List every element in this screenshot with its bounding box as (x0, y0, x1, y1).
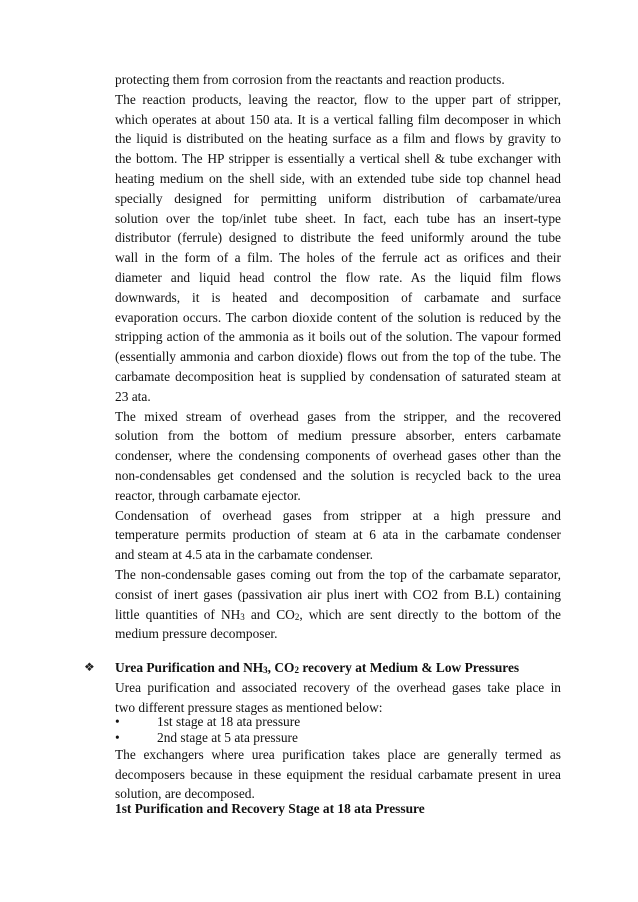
text-line: diameter and liquid head control the flow rate. As the liquid film flows (115, 269, 561, 285)
text-segment: Urea Purification and NH (115, 660, 264, 675)
text-line: carbamate decomposition heat is supplied by condensation of saturated steam at (115, 368, 561, 384)
text-line: (essentially ammonia and carbon dioxide) flows out from the top of the tube. The (115, 349, 561, 365)
text-line: 23 ata. (115, 388, 151, 404)
text-segment: , which are sent directly to the bottom of the (299, 606, 562, 622)
bullet-item (115, 714, 561, 730)
text-line: wall in the form of a film. The holes of the ferrule act as orifices and their (115, 250, 561, 266)
bullet-item (115, 730, 561, 746)
text-line: reactor, through carbamate ejector. (115, 487, 301, 503)
subscript: 3 (240, 611, 245, 622)
text-line: The reaction products, leaving the reactor, flow to the upper part of stripper, (115, 91, 561, 107)
text-segment: , CO (267, 660, 295, 675)
section-after-text (115, 745, 561, 804)
text-line: temperature permits production of steam at 6 ata in the carbamate condenser (115, 527, 561, 543)
text-line: heating medium on the shell side, with an extended tube side top channel head (115, 170, 561, 186)
text-line: condenser, where the condensing components of overhead gases other than the (115, 448, 561, 464)
subscript: 3 (263, 665, 268, 675)
bullet-text: 2nd stage at 5 ata pressure (157, 729, 298, 745)
text-line: which operates at about 150 ata. It is a vertical falling film decomposer in which (115, 111, 561, 127)
text-line: decomposers because in these equipment the residual carbamate present in urea (115, 766, 561, 782)
diamond-bullet-icon: ❖ (84, 660, 95, 674)
text-line: non-condensables get condensed and the solution is recycled back to the urea (115, 467, 561, 483)
text-line: solution, are decomposed. (115, 786, 255, 801)
bullet-icon: • (115, 729, 120, 745)
text-line (115, 605, 561, 625)
text-line: solution over the top/inlet tube sheet. In fact, each tube has an insert-type (115, 210, 561, 226)
text-line: The non-condensable gases coming out from the top of the carbamate separator, (115, 566, 561, 582)
text-line: Urea purification and associated recovery of the overhead gases take place in (115, 680, 561, 695)
text-line: consist of inert gases (passivation air plus inert with CO2 from B.L) containing (115, 586, 561, 602)
text-line: distributor (ferrule) designed to distribute the feed uniformly around the tube (115, 230, 561, 246)
body-text (115, 70, 561, 644)
text-line: protecting them from corrosion from the reactants and reaction products. (115, 72, 505, 87)
bullet-text: 1st stage at 18 ata pressure (157, 714, 301, 729)
text-segment: and CO (244, 606, 295, 622)
subheading-text: 1st Purification and Recovery Stage at 18 ata Pressure (115, 801, 425, 816)
text-line: stripping action of the ammonia as it boils out of the solution. The vapour formed (115, 329, 561, 345)
bullet-icon: • (115, 714, 120, 729)
text-line (115, 658, 561, 678)
text-line: the liquid is distributed on the heating surface as a film and flows by gravity to (115, 131, 561, 147)
text-line: specially designed for permitting uniform distribution of carbamate/urea (115, 190, 561, 206)
section-intro (115, 678, 561, 717)
subscript: 2 (294, 611, 300, 622)
text-line: medium pressure decomposer. (115, 626, 278, 642)
text-line: Condensation of overhead gases from stripper at a high pressure and (115, 507, 561, 523)
text-line: and steam at 4.5 ata in the carbamate condenser. (115, 547, 374, 563)
text-line: two different pressure stages as mentioned below: (115, 699, 383, 715)
text-segment: little quantities of NH (115, 606, 241, 622)
text-line: The exchangers where urea purification takes place are generally termed as (115, 747, 561, 762)
text-line: solution from the bottom of medium pressure absorber, enters carbamate (115, 428, 561, 444)
bullet-list (115, 714, 561, 745)
text-line: downwards, it is heated and decomposition of carbamate and surface (115, 289, 561, 305)
subheading (115, 799, 561, 819)
text-line: evaporation occurs. The carbon dioxide content of the solution is reduced by the (115, 309, 561, 325)
text-line: the bottom. The HP stripper is essentially a vertical shell & tube exchanger with (115, 151, 561, 167)
subscript: 2 (294, 665, 299, 675)
text-line: The mixed stream of overhead gases from the stripper, and the recovered (115, 408, 561, 424)
text-segment: recovery at Medium & Low Pressures (298, 660, 520, 675)
section-heading (115, 658, 561, 678)
